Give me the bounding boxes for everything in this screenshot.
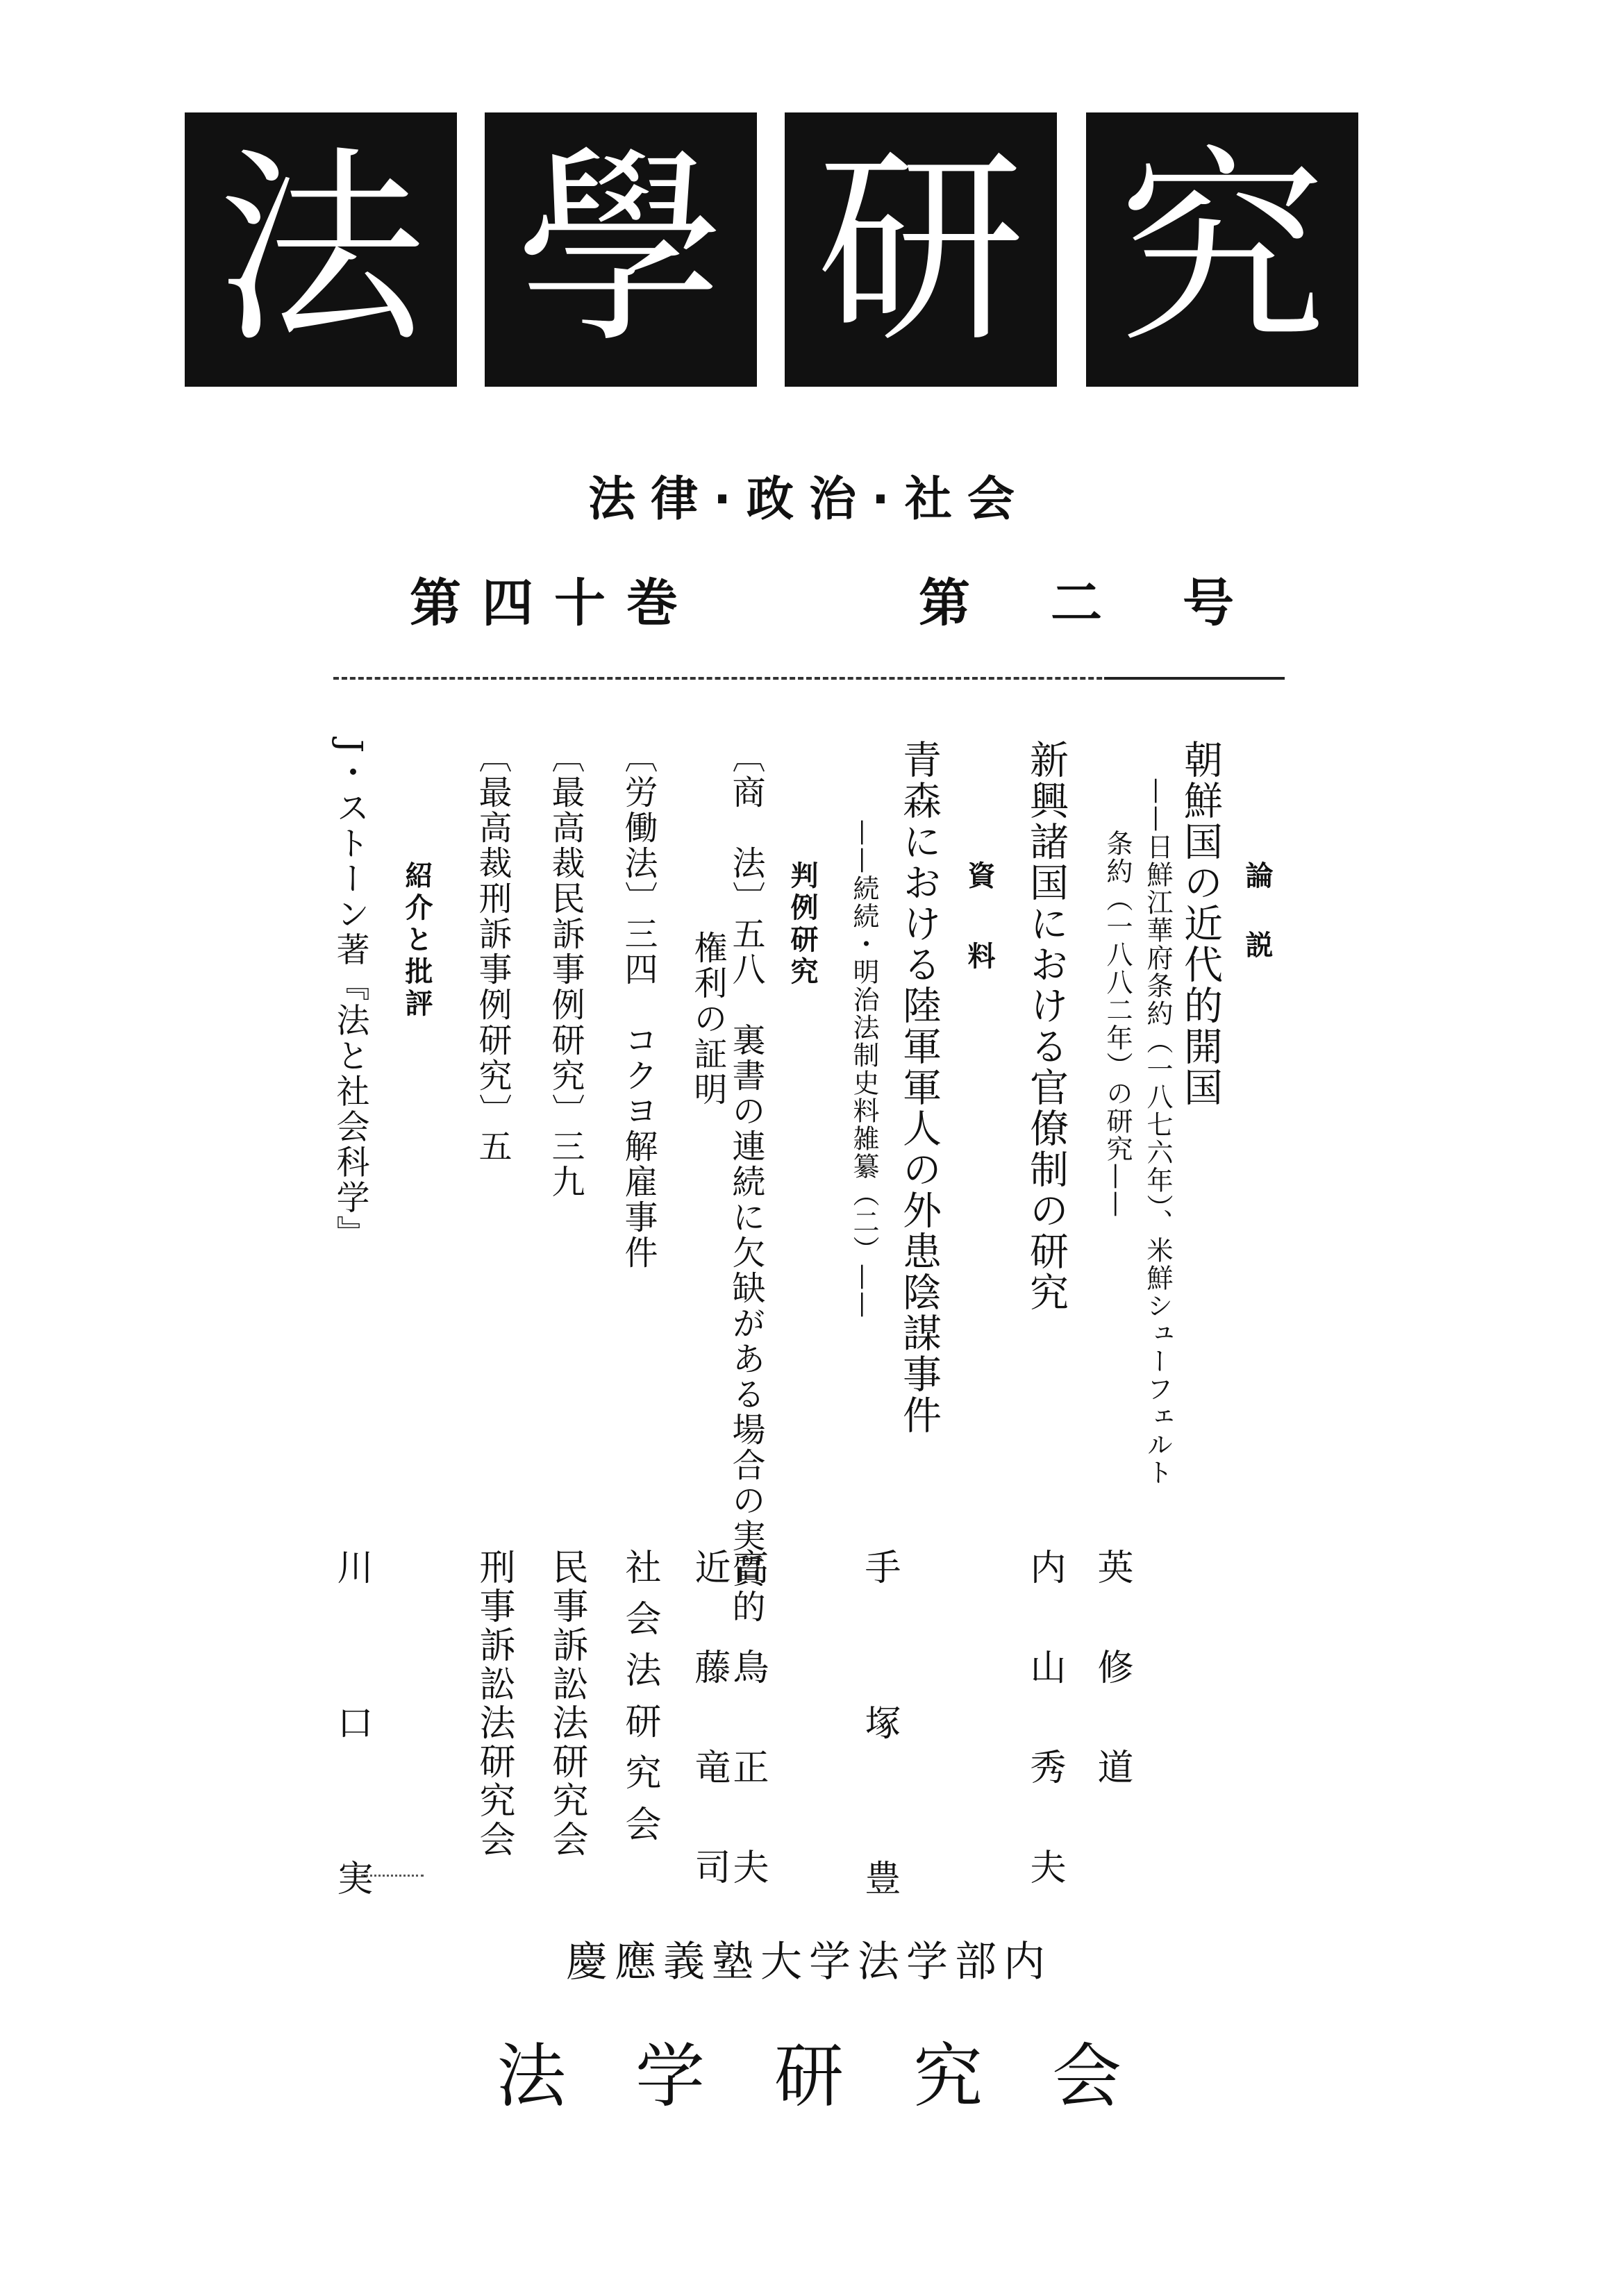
case3-title[interactable]: 〔最高裁民訴事例研究〕三九 bbox=[546, 739, 585, 1200]
section-shiryo: 資 料 bbox=[963, 861, 995, 982]
review-author: 川 口 実 bbox=[331, 1548, 372, 1937]
case2-author: 近 藤 竜 司 bbox=[688, 1548, 730, 1898]
volume-number: 第四十巻 bbox=[410, 573, 699, 633]
case2-org: 社会法研究会 bbox=[619, 1548, 660, 1857]
masthead-char-4: 究 bbox=[1086, 112, 1358, 387]
issue-char-3: 号 bbox=[1183, 573, 1234, 633]
article3-title[interactable]: 青森における陸軍軍人の外患陰謀事件 bbox=[896, 739, 942, 1436]
case4-title[interactable]: 〔最高裁刑訴事例研究〕五 bbox=[473, 739, 512, 1164]
section-ronsetsu: 論 説 bbox=[1241, 861, 1273, 965]
section-hanrei: 判例研究 bbox=[786, 861, 818, 989]
issue-char-1: 第 bbox=[919, 573, 970, 633]
case2-title[interactable]: 〔労働法〕三四 コクヨ解雇事件 bbox=[619, 739, 658, 1271]
article3-subtitle: ——続続・明治法制史料雑纂（二）—— bbox=[849, 819, 879, 1319]
case3-org: 民事訴訟法研究会 bbox=[546, 1548, 587, 1859]
publisher-name: 法学研究会 bbox=[497, 2036, 1191, 2117]
case4-org: 刑事訴訟法研究会 bbox=[473, 1548, 515, 1859]
article2-author: 内 山 秀 夫 bbox=[1024, 1548, 1065, 1898]
case1-author: 高 鳥 正 夫 bbox=[726, 1548, 768, 1898]
issue-number bbox=[878, 562, 1274, 636]
publisher-address: 慶應義塾大学法学部内 bbox=[566, 1938, 1052, 1986]
case1-title-line2: 権利の証明 bbox=[688, 930, 727, 1107]
article2-title[interactable]: 新興諸国における官僚制の研究 bbox=[1024, 739, 1069, 1313]
masthead-char-1: 法 bbox=[185, 112, 457, 387]
masthead-char-3: 研 bbox=[785, 112, 1057, 387]
article1-subtitle-1: ——日鮮江華府条約（一八七六年）、米鮮シューフェルト bbox=[1142, 778, 1173, 1486]
article1-author: 英 修 道 bbox=[1091, 1548, 1133, 1798]
section-shokai: 紹介と批評 bbox=[401, 861, 433, 1021]
article3-author: 手 塚 豊 bbox=[858, 1548, 900, 1937]
subtitle: 法律·政治·社会 bbox=[588, 472, 1030, 527]
divider-solid bbox=[1104, 677, 1285, 680]
article1-subtitle-2: 条約（一八八二年）の研究—— bbox=[1102, 830, 1133, 1218]
dotted-mark bbox=[361, 1875, 424, 1877]
review-title[interactable]: J・ストーン著『法と社会科学』 bbox=[331, 739, 369, 1251]
masthead-char-2: 學 bbox=[485, 112, 757, 387]
issue-char-2: 二 bbox=[1051, 573, 1102, 633]
case1-title[interactable]: 〔商 法〕五八 裏書の連続に欠缺がある場合の実質的 bbox=[726, 739, 765, 1625]
masthead bbox=[185, 112, 1358, 387]
article1-title[interactable]: 朝鮮国の近代的開国 bbox=[1178, 739, 1223, 1108]
